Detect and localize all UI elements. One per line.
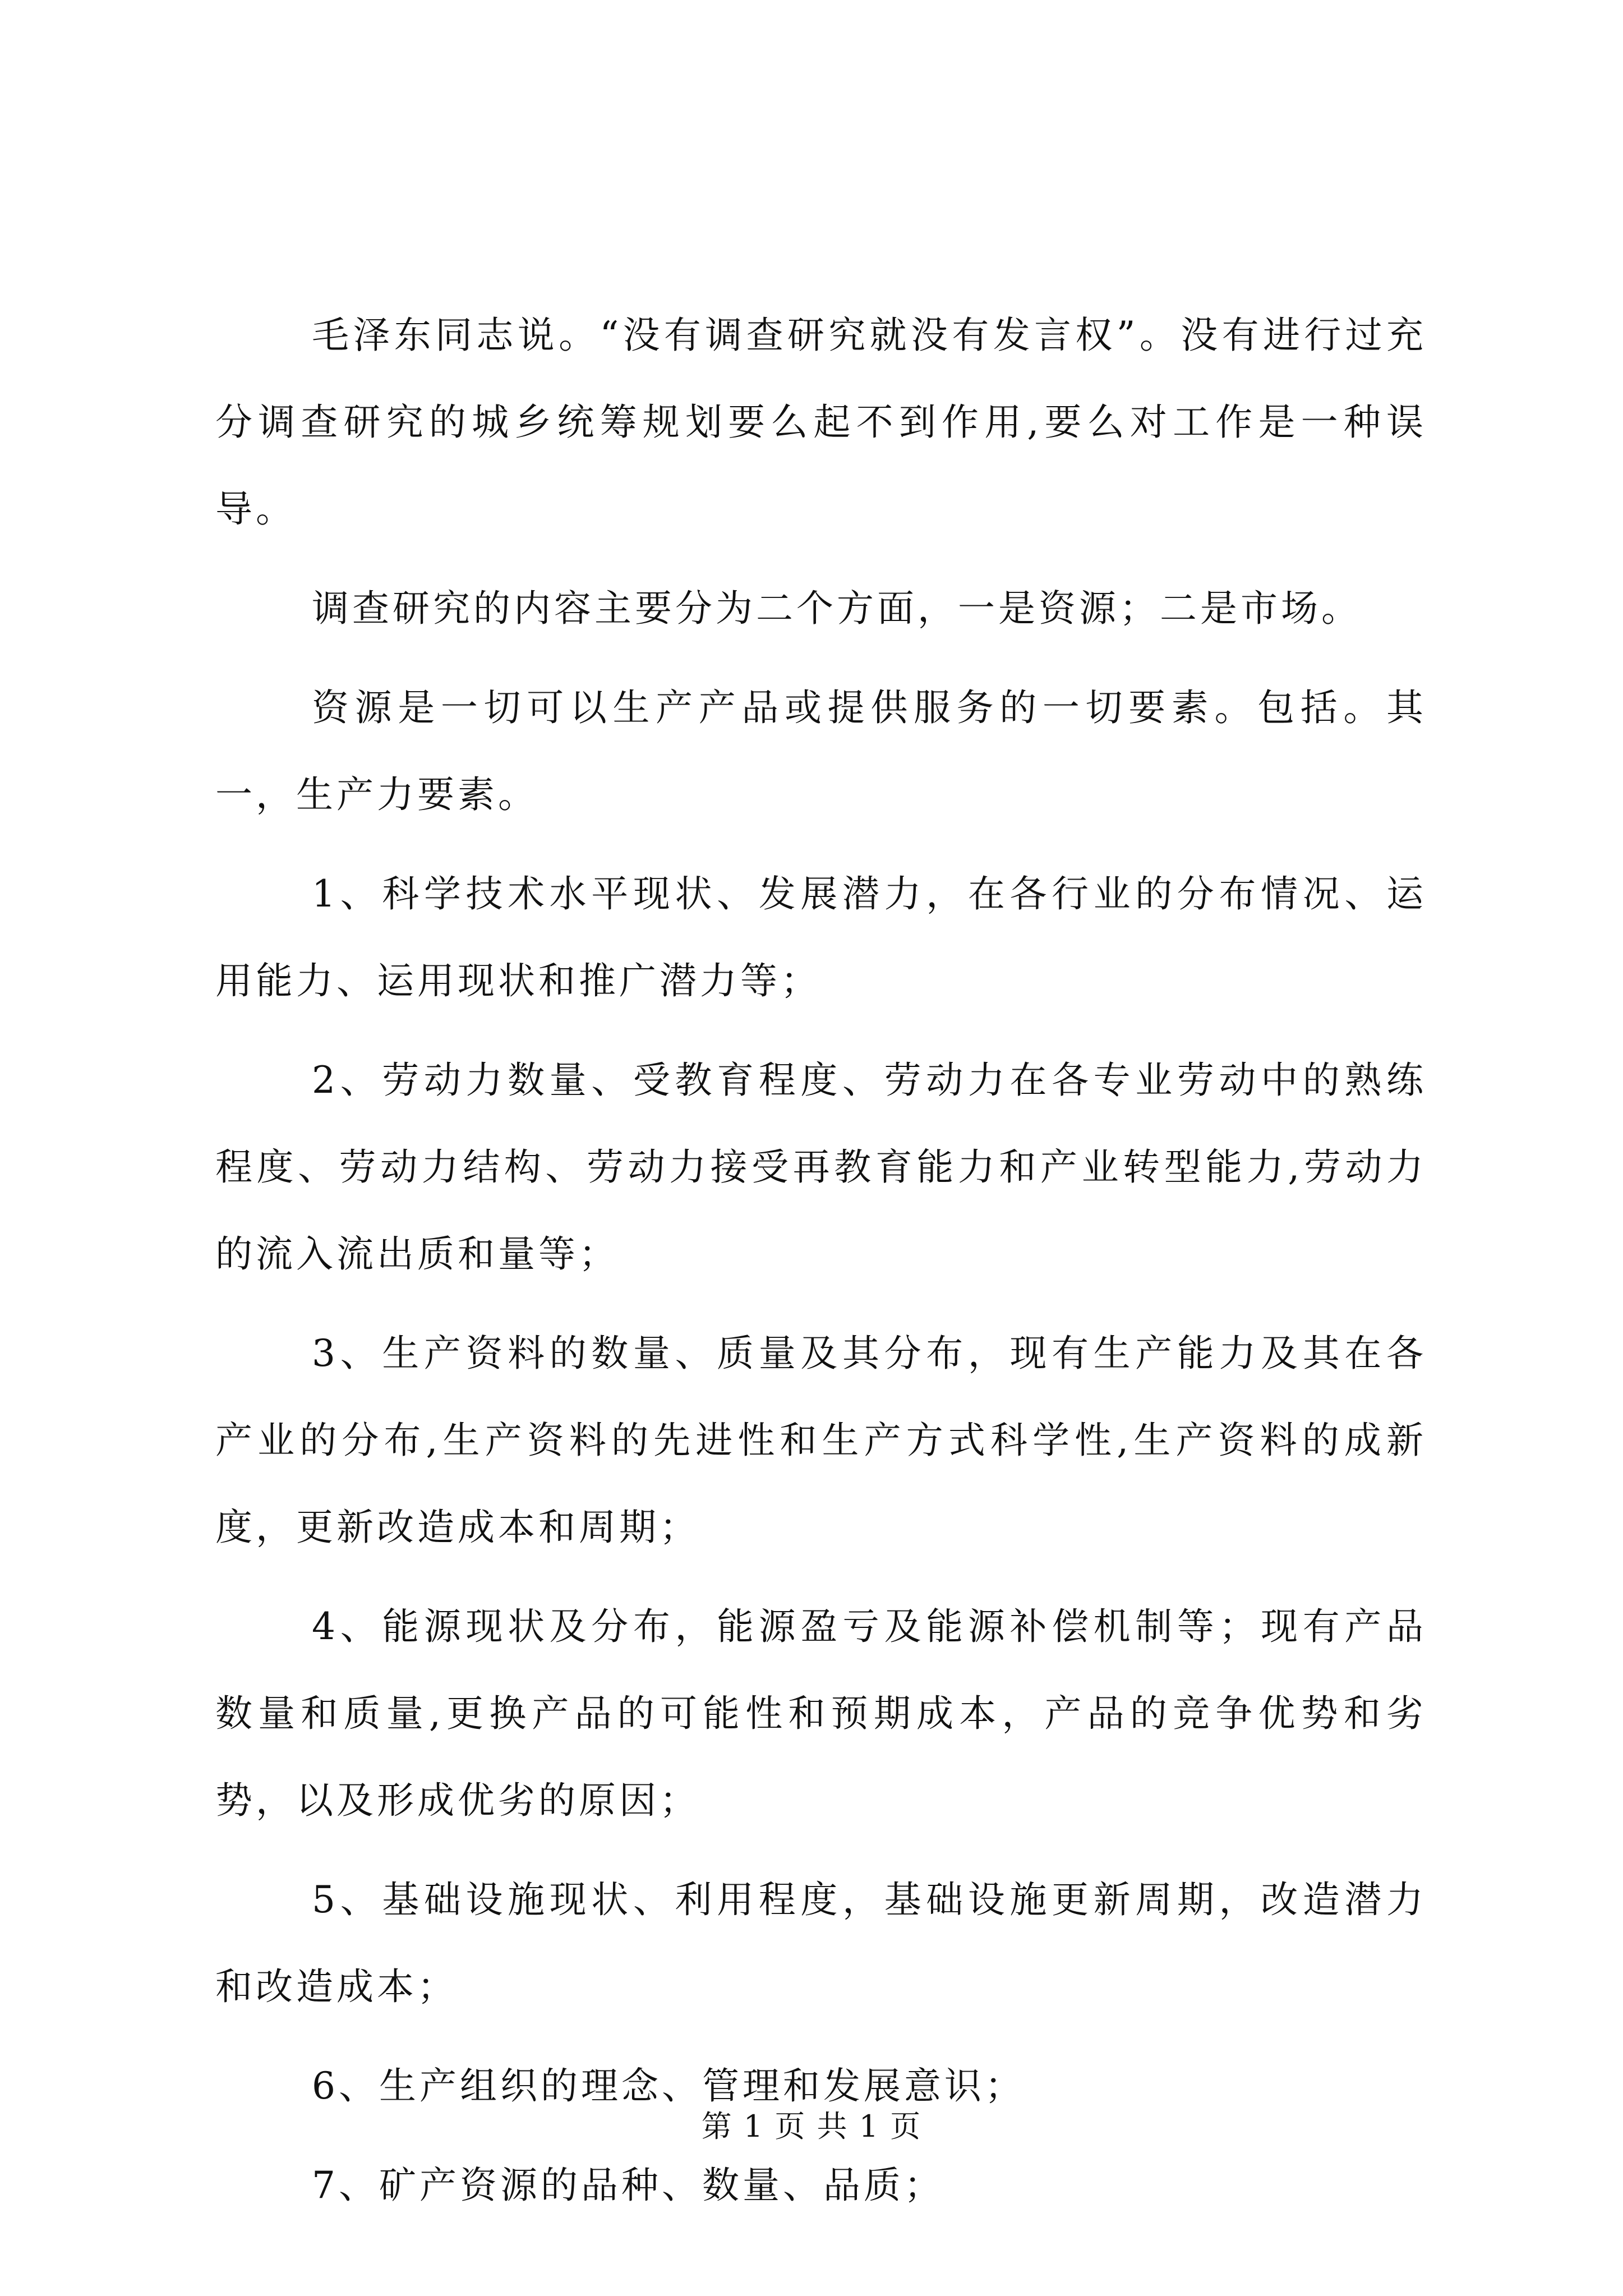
paragraph-intro: 毛泽东同志说。“没有调查研究就没有发言权”。没有进行过充分调查研究的城乡统筹规划要么起不到作用,要么对工作是一种误导。	[215, 314, 1427, 531]
list-item-7: 7、矿产资源的品种、数量、品质；	[312, 2164, 944, 2207]
list-item-3: 3、生产资料的数量、质量及其分布，现有生产能力及其在各产业的分布,生产资料的先进性和生产方式科学性,生产资料的成新度，更新改造成本和周期；	[215, 1332, 1427, 1549]
list-item-5: 5、基础设施现状、利用程度，基础设施更新周期，改造潜力和改造成本；	[215, 1878, 1427, 2008]
list-item-6: 6、生产组织的理念、管理和发展意识；	[312, 2064, 1025, 2108]
document-body	[215, 292, 1427, 2241]
list-item-2: 2、劳动力数量、受教育程度、劳动力在各专业劳动中的熟练程度、劳动力结构、劳动力接受再教育能力和产业转型能力,劳动力的流入流出质和量等；	[215, 1059, 1427, 1276]
list-item-1: 1、科学技术水平现状、发展潜力，在各行业的分布情况、运用能力、运用现状和推广潜力等；	[215, 872, 1427, 1002]
page-footer: 第 1 页 共 1 页	[701, 2109, 922, 2144]
list-item-4: 4、能源现状及分布，能源盈亏及能源补偿机制等；现有产品数量和质量,更换产品的可能性和预期成本，产品的竞争优势和劣势，以及形成优劣的原因；	[215, 1605, 1427, 1822]
paragraph-resources-definition: 资源是一切可以生产产品或提供服务的一切要素。包括。其一，生产力要素。	[215, 686, 1427, 816]
paragraph-research-content: 调查研究的内容主要分为二个方面，一是资源；二是市场。	[312, 587, 1362, 630]
